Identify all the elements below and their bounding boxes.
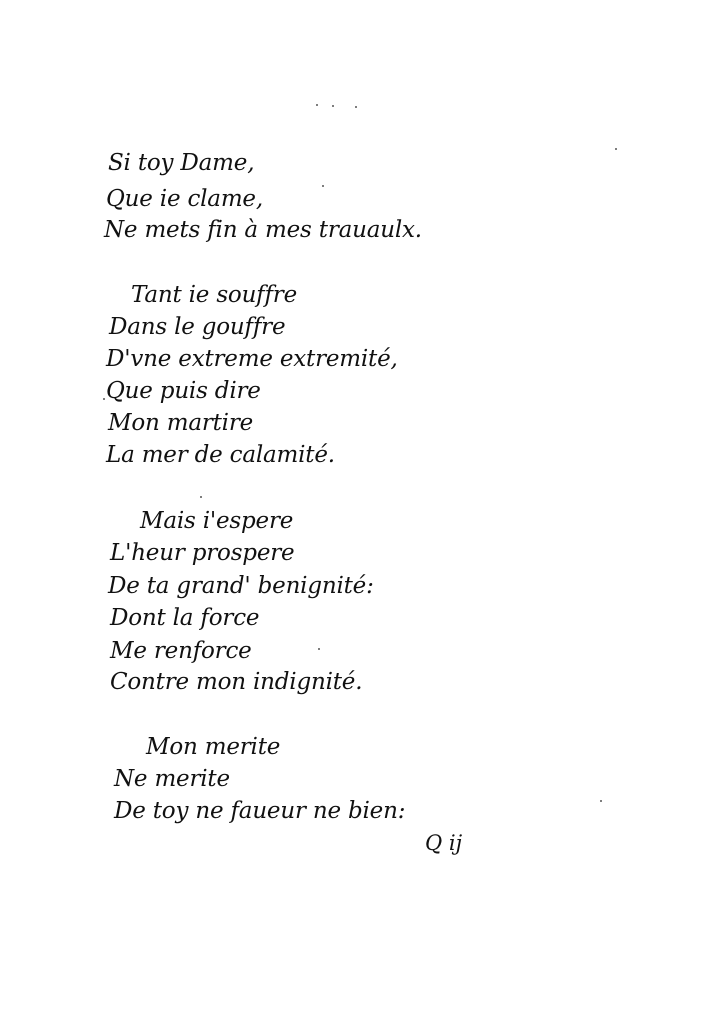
- verse-line: Mon merite: [146, 734, 281, 760]
- scan-speck: [200, 496, 202, 498]
- scan-speck: [355, 106, 357, 108]
- verse-line: D'vne extreme extremité,: [106, 346, 398, 372]
- verse-line: De ta grand' benignité:: [108, 573, 374, 599]
- verse-line: De toy ne faueur ne bien:: [114, 798, 406, 824]
- verse-line: Si toy Dame,: [108, 150, 255, 176]
- verse-line: Mais i'espere: [140, 508, 294, 534]
- verse-line: Mon martire: [108, 410, 254, 436]
- verse-line: Que ie clame,: [106, 186, 263, 212]
- verse-line: Me renforce: [110, 638, 252, 664]
- verse-line: La mer de calamité.: [106, 442, 335, 468]
- scan-speck: [322, 185, 324, 187]
- verse-line: Tant ie souffre: [131, 282, 298, 308]
- verse-line: Ne merite: [114, 766, 230, 792]
- verse-line: Ne mets fin à mes trauaulx.: [104, 217, 422, 243]
- verse-line: Contre mon indignité.: [110, 669, 363, 695]
- scan-speck: [615, 148, 617, 150]
- verse-line: Dans le gouffre: [109, 314, 286, 340]
- scan-speck: [316, 104, 318, 106]
- scan-speck: [318, 648, 320, 650]
- verse-line: Dont la force: [110, 605, 260, 631]
- scan-speck: [600, 800, 602, 802]
- signature-mark: Q ij: [425, 831, 463, 855]
- verse-line: Que puis dire: [106, 378, 261, 404]
- scan-speck: [103, 398, 105, 400]
- scan-speck: [332, 105, 334, 107]
- verse-line: L'heur prospere: [110, 540, 295, 566]
